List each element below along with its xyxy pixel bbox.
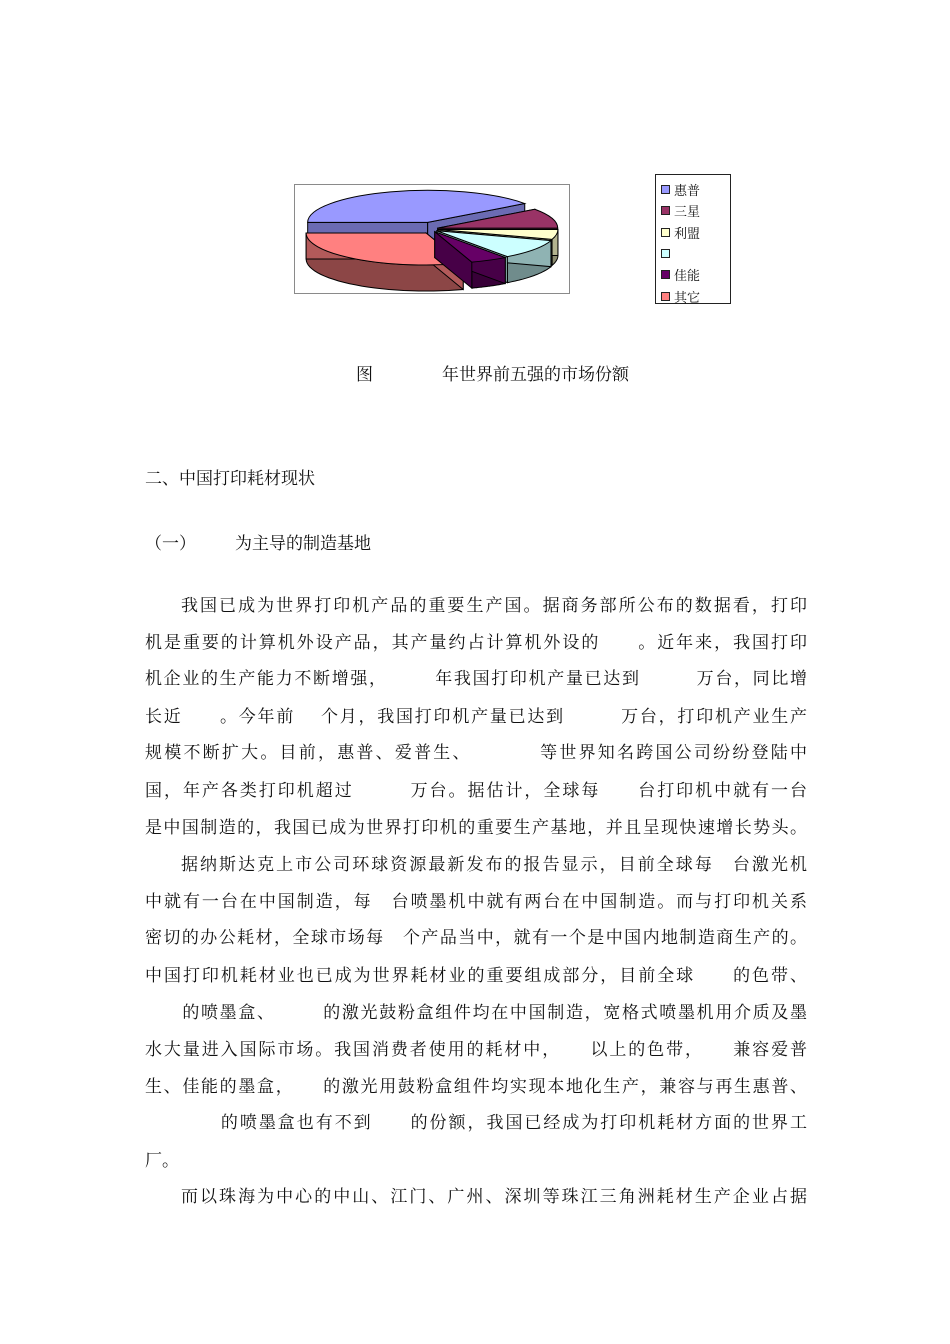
legend-swatch — [661, 292, 670, 301]
legend-label: 惠普 — [674, 184, 701, 200]
paragraph-line: 我国已成为世界打印机产品的重要生产国。据商务部所公布的数据看，打印 — [181, 596, 807, 616]
legend-item — [656, 179, 730, 200]
paragraph-line: 生、佳能的墨盒， 的激光用鼓粉盒组件均实现本地化生产，兼容与再生惠普、 — [145, 1077, 807, 1097]
paragraph-line: 水大量进入国际市场。我国消费者使用的耗材中， 以上的色带， 兼容爱普 — [145, 1040, 807, 1060]
pie-chart — [294, 184, 570, 294]
pie-chart-svg — [295, 185, 569, 293]
paragraph-line: 的喷墨盒也有不到 的份额，我国已经成为打印机耗材方面的世界工 — [145, 1113, 807, 1133]
paragraph-line: 机是重要的计算机外设产品，其产量约占计算机外设的 。近年来，我国打印 — [145, 633, 807, 653]
legend-swatch — [661, 228, 670, 237]
subsection-number: （一） — [145, 534, 196, 554]
legend-swatch — [661, 249, 670, 258]
legend-item — [656, 222, 730, 243]
legend-item — [656, 264, 730, 285]
legend-swatch — [661, 185, 670, 194]
paragraph-line: 长近 。今年前 个月，我国打印机产量已达到 万台，打印机产业生产 — [145, 707, 807, 727]
paragraph-line: 据纳斯达克上市公司环球资源最新发布的报告显示，目前全球每 台激光机 — [181, 855, 807, 875]
paragraph-line: 中国打印机耗材业也已成为世界耗材业的重要组成部分，目前全球 的色带、 — [145, 966, 807, 986]
paragraph-line: 规模不断扩大。目前，惠普、爱普生、 等世界知名跨国公司纷纷登陆中 — [145, 743, 807, 763]
legend-swatch — [661, 270, 670, 279]
paragraph-line: 而以珠海为中心的中山、江门、广州、深圳等珠江三角洲耗材生产企业占据 — [181, 1187, 807, 1207]
section-heading: 二、中国打印耗材现状 — [145, 469, 315, 489]
legend-swatch — [661, 206, 670, 215]
paragraph-line: 机企业的生产能力不断增强， 年我国打印机产量已达到 万台，同比增 — [145, 669, 807, 689]
paragraph-line: 是中国制造的，我国已成为世界打印机的重要生产基地，并且呈现快速增长势头。 — [145, 818, 807, 838]
figure-caption — [0, 362, 950, 388]
paragraph-line: 中就有一台在中国制造，每 台喷墨机中就有两台在中国制造。而与打印机关系 — [145, 892, 807, 912]
paragraph-line: 密切的办公耗材，全球市场每 个产品当中，就有一个是中国内地制造商生产的。 — [145, 928, 807, 948]
paragraph-line: 的喷墨盒、 的激光鼓粉盒组件均在中国制造，宽格式喷墨机用介质及墨 — [145, 1003, 807, 1023]
legend-item — [656, 285, 730, 306]
legend-label: 其它 — [674, 290, 701, 306]
legend-item — [656, 243, 730, 264]
subsection-title: 为主导的制造基地 — [235, 534, 371, 554]
figure-label: 图 — [356, 365, 373, 385]
legend-label: 佳能 — [674, 269, 701, 285]
legend-label: 三星 — [674, 205, 701, 221]
chart-legend — [655, 174, 731, 304]
paragraph-line: 厂。 — [145, 1151, 179, 1171]
legend-label: 利盟 — [674, 226, 701, 242]
legend-item — [656, 200, 730, 221]
paragraph-line: 国，年产各类打印机超过 万台。据估计，全球每 台打印机中就有一台 — [145, 781, 807, 801]
figure-title: 年世界前五强的市场份额 — [442, 365, 629, 385]
